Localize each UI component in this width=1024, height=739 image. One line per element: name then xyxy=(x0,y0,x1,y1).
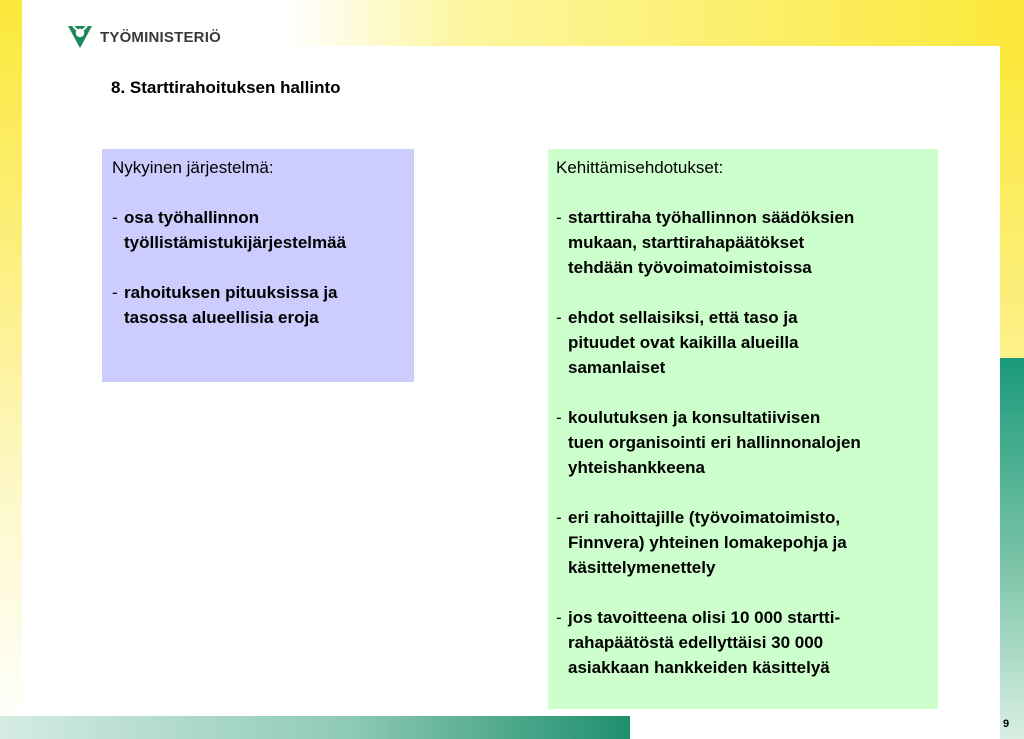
bullet-dash: - xyxy=(556,608,562,627)
ministry-emblem-icon xyxy=(66,24,94,50)
list-item xyxy=(112,280,404,330)
list-item-text: rahoituksen pituuksissa ja tasossa alueellisia eroja xyxy=(124,283,338,327)
left-decorative-band xyxy=(0,0,22,739)
bullet-dash: - xyxy=(556,508,562,527)
list-item-text: osa työhallinnon työllistämistukijärjestelmää xyxy=(124,208,347,252)
list-item-text: ehdot sellaisiksi, että taso ja pituudet ovat kaikilla alueilla samanlaiset xyxy=(568,308,799,377)
right-decorative-band xyxy=(1000,46,1024,739)
development-proposals-heading: Kehittämisehdotukset: xyxy=(556,158,724,177)
bottom-decorative-bar xyxy=(0,716,630,739)
list-item xyxy=(556,205,930,280)
list-item xyxy=(556,405,930,480)
bullet-dash: - xyxy=(556,208,562,227)
list-item-text: starttiraha työhallinnon säädöksien mukaan, starttirahapäätökset tehdään työvoimatoimistoissa xyxy=(568,208,855,277)
bullet-dash: - xyxy=(556,308,562,327)
bullet-dash: - xyxy=(556,408,562,427)
list-item xyxy=(112,205,404,255)
list-item-text: eri rahoittajille (työvoimatoimisto, Finnvera) yhteinen lomakepohja ja käsittelymenettely xyxy=(568,508,847,577)
list-item-text: jos tavoitteena olisi 10 000 startti- rahapäätöstä edellyttäisi 30 000 asiakkaan hankkeiden käsittelyä xyxy=(568,608,841,677)
page-number: 9 xyxy=(1003,718,1010,730)
development-proposals-box xyxy=(548,149,938,709)
list-item xyxy=(556,605,930,680)
list-item xyxy=(556,505,930,580)
current-system-box xyxy=(102,149,414,382)
bullet-dash: - xyxy=(112,208,118,227)
slide-title: 8. Starttirahoituksen hallinto xyxy=(111,78,341,97)
list-item xyxy=(556,305,930,380)
logo-text: TYÖMINISTERIÖ xyxy=(100,28,221,46)
bullet-dash: - xyxy=(112,283,118,302)
list-item-text: koulutuksen ja konsultatiivisen tuen organisointi eri hallinnonalojen yhteishankkeena xyxy=(568,408,861,477)
current-system-heading: Nykyinen järjestelmä: xyxy=(112,158,274,177)
ministry-logo xyxy=(66,24,221,50)
